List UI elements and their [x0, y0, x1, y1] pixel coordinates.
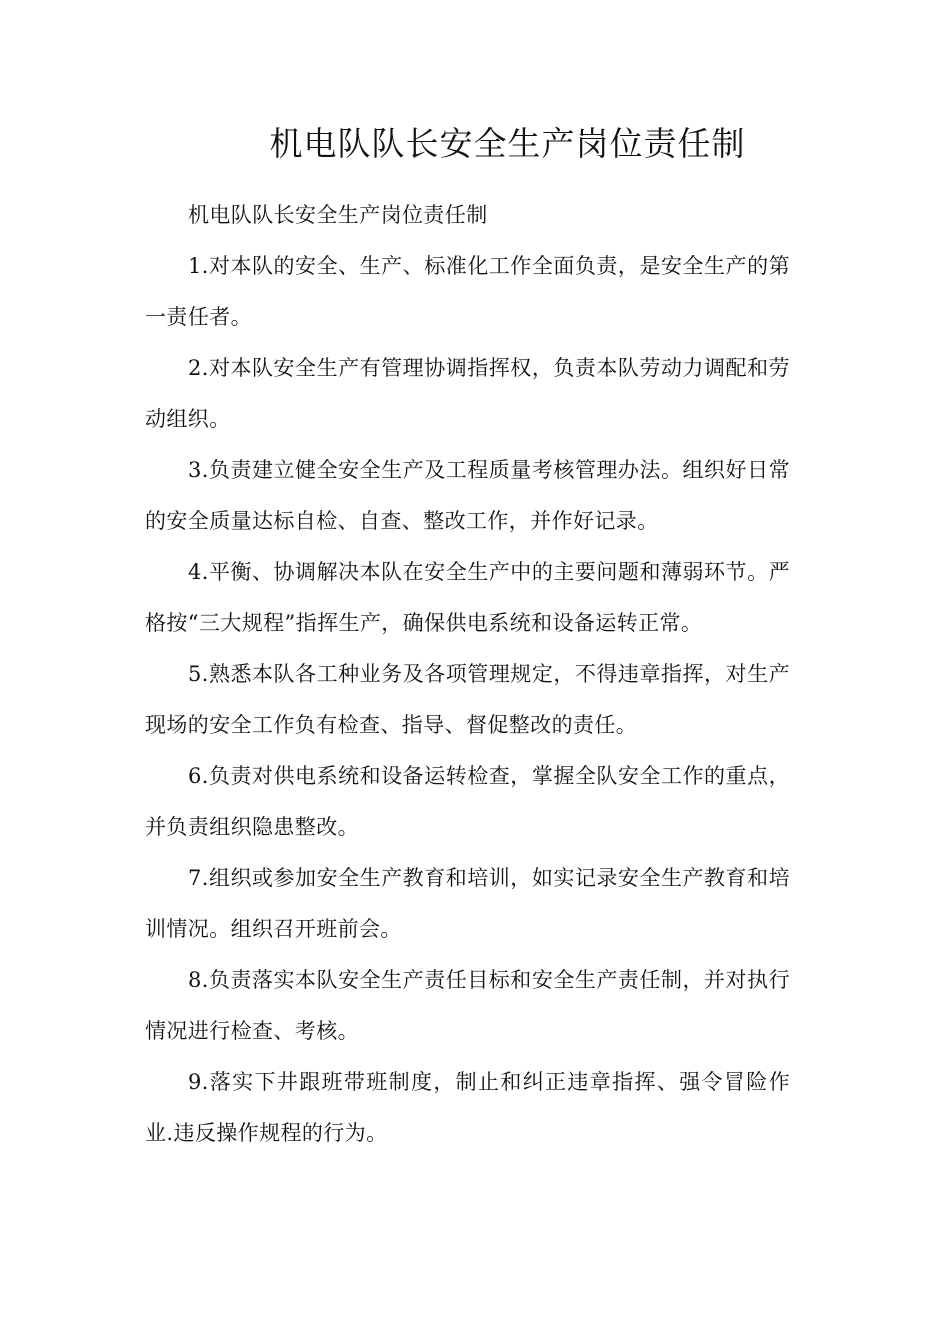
document-title: 机电队队长安全生产岗位责任制: [269, 124, 746, 163]
paragraph-item-9: 9.落实下井跟班带班制度，制止和纠正违章指挥、强令冒险作业.违反操作规程的行为。: [145, 1070, 790, 1145]
paragraph-item-1: 1.对本队的安全、生产、标准化工作全面负责，是安全生产的第一责任者。: [145, 254, 790, 329]
paragraph-item-8: 8.负责落实本队安全生产责任目标和安全生产责任制，并对执行情况进行检查、考核。: [145, 968, 790, 1043]
paragraph-item-7: 7.组织或参加安全生产教育和培训，如实记录安全生产教育和培训情况。组织召开班前会。: [145, 866, 790, 941]
paragraph-heading: 机电队队长安全生产岗位责任制: [188, 203, 488, 227]
paragraph-item-6: 6.负责对供电系统和设备运转检查，掌握全队安全工作的重点，并负责组织隐患整改。: [145, 764, 790, 839]
document-body: [145, 190, 790, 1159]
paragraph-item-2: 2.对本队安全生产有管理协调指挥权，负责本队劳动力调配和劳动组织。: [145, 356, 790, 431]
paragraph-item-3: 3.负责建立健全安全生产及工程质量考核管理办法。组织好日常的安全质量达标自检、自查、整改工作，并作好记录。: [145, 458, 790, 533]
paragraph-item-5: 5.熟悉本队各工种业务及各项管理规定，不得违章指挥，对生产现场的安全工作负有检查、指导、督促整改的责任。: [145, 662, 790, 737]
paragraph-item-4: 4.平衡、协调解决本队在安全生产中的主要问题和薄弱环节。严格按“三大规程”指挥生产，确保供电系统和设备运转正常。: [145, 560, 790, 635]
